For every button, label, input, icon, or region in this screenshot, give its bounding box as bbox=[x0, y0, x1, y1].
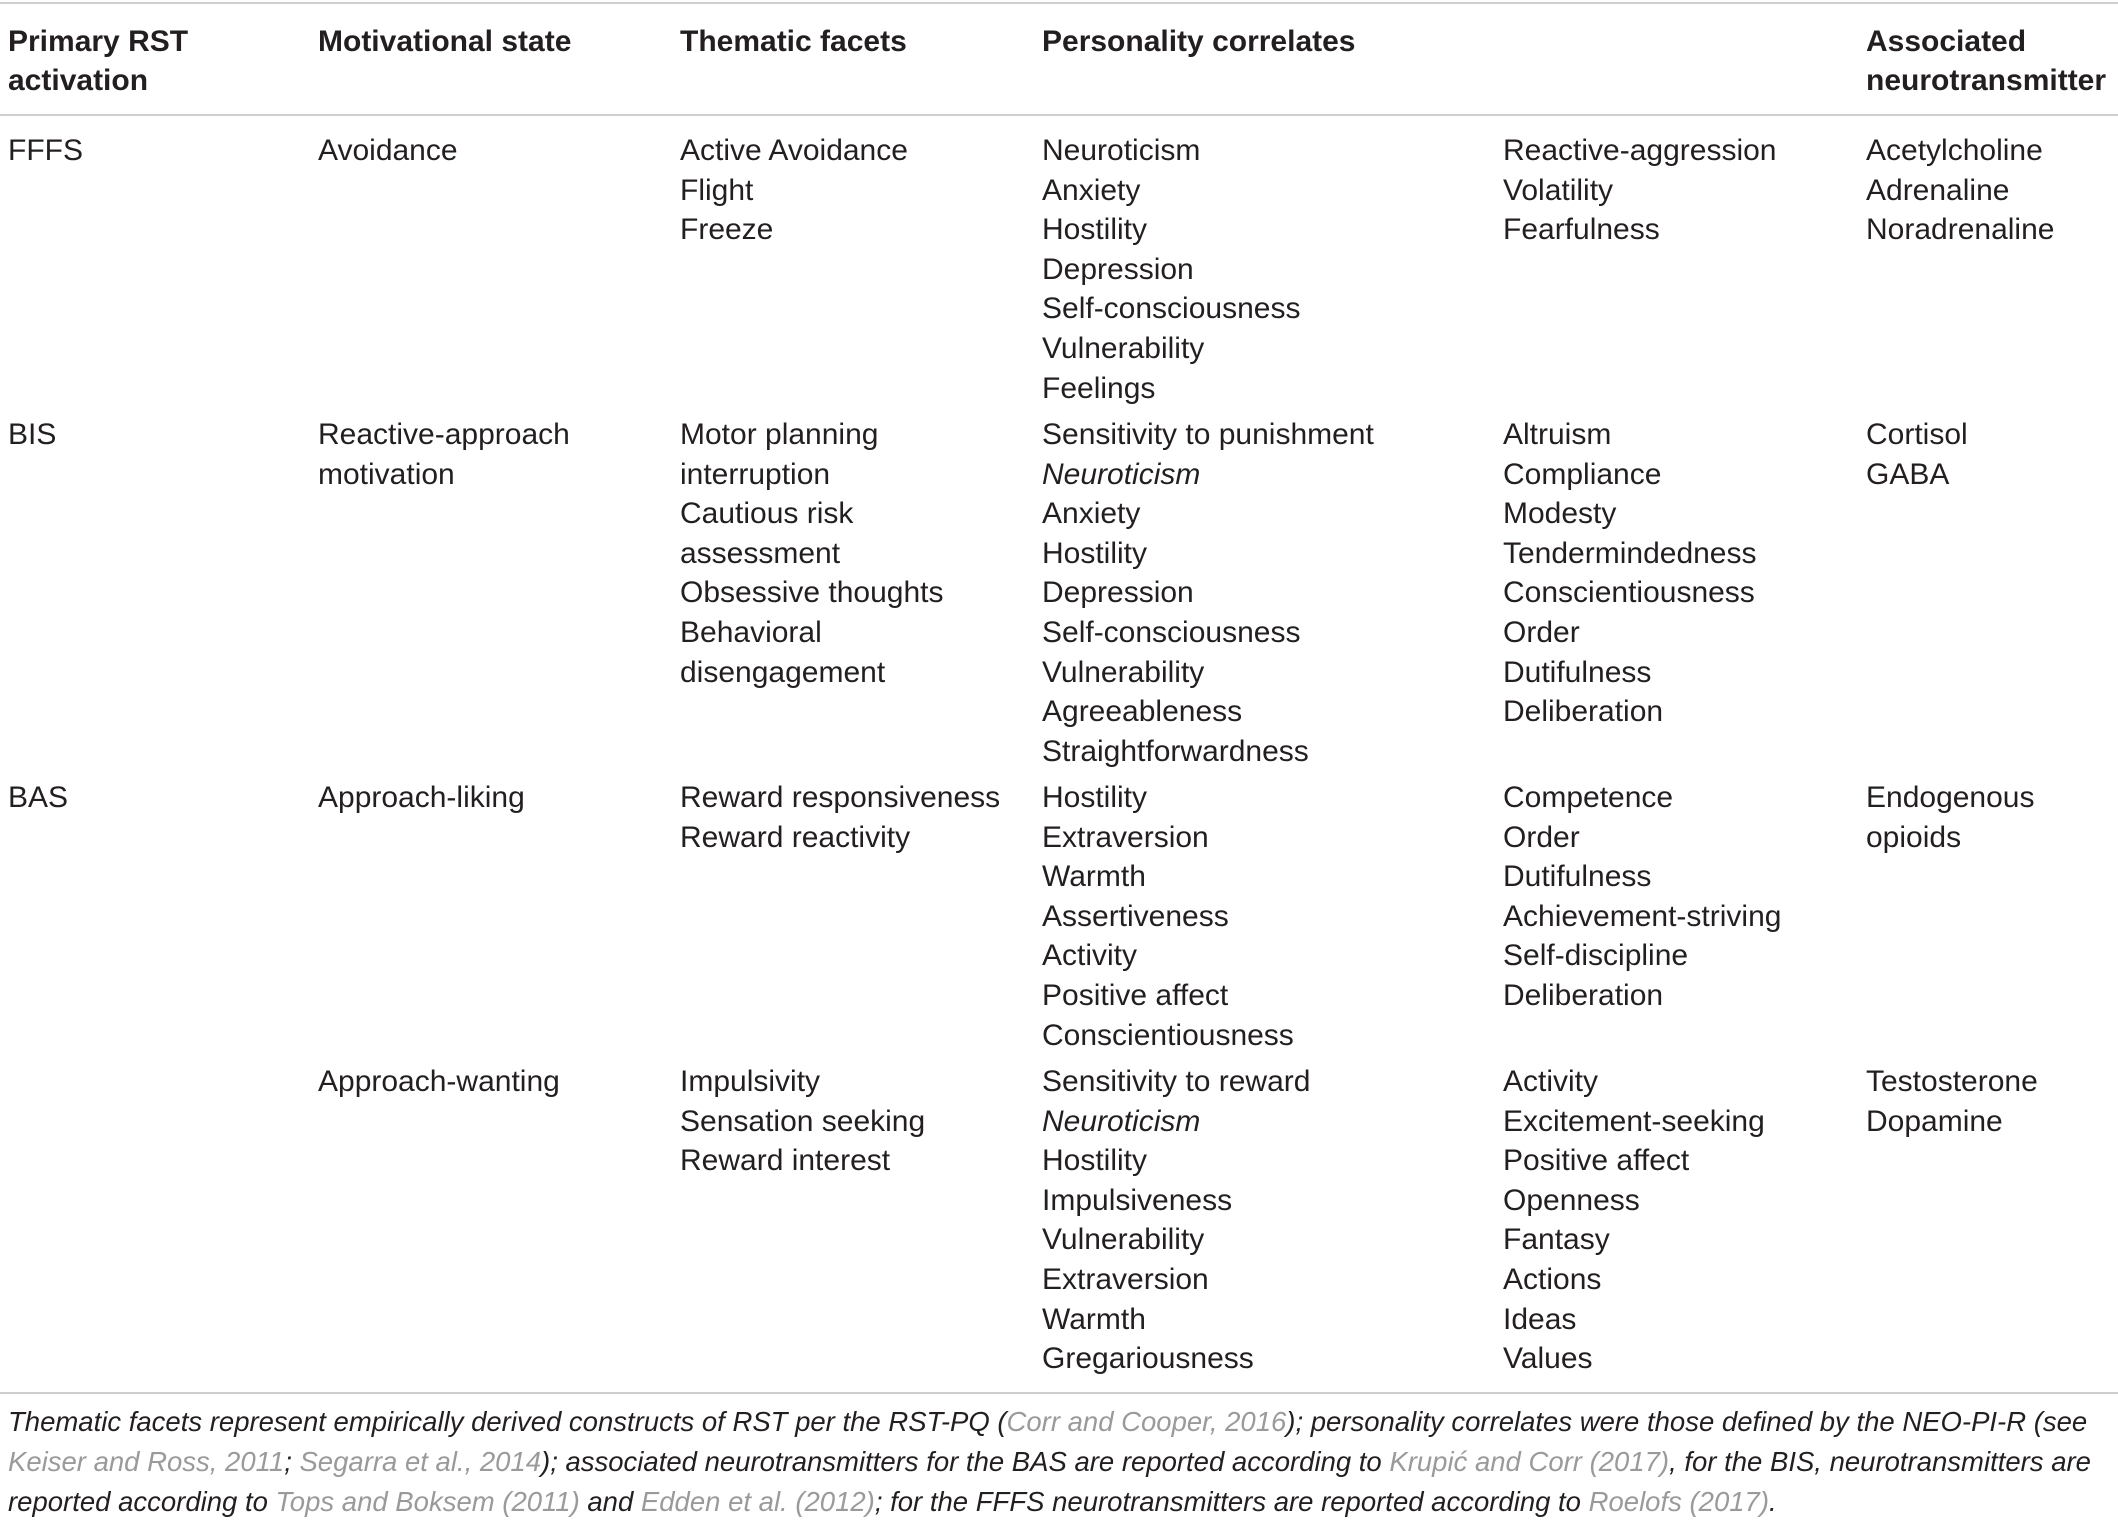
cell-line: GABA bbox=[1866, 457, 1950, 491]
cell-correlates-a bbox=[1042, 778, 1294, 1055]
cell-line: Order bbox=[1503, 615, 1580, 649]
cell-facets bbox=[680, 778, 1000, 857]
cell-correlates-a bbox=[1042, 415, 1374, 771]
cell-line: Dopamine bbox=[1866, 1104, 2003, 1138]
cell-line: Fantasy bbox=[1503, 1223, 1610, 1257]
cell-line: Tendermindedness bbox=[1503, 536, 1757, 570]
cell-line: Depression bbox=[1042, 252, 1194, 286]
cell-neuro bbox=[1866, 778, 2035, 857]
cell-line: BIS bbox=[8, 418, 57, 451]
cell-line: Order bbox=[1503, 820, 1580, 854]
cell-line: Approach-wanting bbox=[318, 1065, 560, 1098]
cell-line: interruption bbox=[680, 457, 831, 491]
cell-line: Actions bbox=[1503, 1262, 1602, 1296]
footnote-citation-link[interactable]: Roelofs (2017) bbox=[1588, 1486, 1769, 1517]
cell-line: Sensation seeking bbox=[680, 1104, 926, 1138]
cell-line: Warmth bbox=[1042, 860, 1146, 894]
cell-line: Flight bbox=[680, 173, 754, 207]
cell-correlates-b bbox=[1503, 778, 1781, 1016]
footnote-text: ; bbox=[284, 1446, 300, 1477]
cell-line: Agreeableness bbox=[1042, 695, 1243, 729]
cell-line: Deliberation bbox=[1503, 978, 1664, 1012]
cell-line: Feelings bbox=[1042, 371, 1156, 405]
cell-line: Fearfulness bbox=[1503, 213, 1660, 247]
cell-line: motivation bbox=[318, 457, 455, 491]
cell-line: Endogenous bbox=[1866, 781, 2035, 814]
cell-line: Values bbox=[1503, 1342, 1593, 1376]
cell-line: Gregariousness bbox=[1042, 1342, 1254, 1376]
cell-line: Vulnerability bbox=[1042, 1223, 1205, 1257]
header-line: activation bbox=[8, 64, 149, 97]
table-footnote bbox=[8, 1402, 2108, 1522]
cell-line: Compliance bbox=[1503, 457, 1662, 491]
footnote-citation-link[interactable]: Segarra et al., 2014 bbox=[299, 1446, 542, 1477]
header-primary-rst-activation bbox=[8, 22, 188, 100]
header-motivational-state: Motivational state bbox=[318, 25, 572, 58]
header-line: Primary RST bbox=[8, 25, 189, 58]
cell-line: Impulsiveness bbox=[1042, 1183, 1233, 1217]
cell-line: Conscientiousness bbox=[1503, 576, 1755, 610]
footnote-text: . bbox=[1769, 1486, 1777, 1517]
cell-line: Deliberation bbox=[1503, 695, 1664, 729]
cell-line: Self-consciousness bbox=[1042, 615, 1301, 649]
cell-neuro bbox=[1866, 131, 2054, 250]
cell-line: Neuroticism bbox=[1042, 1104, 1201, 1138]
cell-line: FFFS bbox=[8, 134, 83, 167]
header-thematic-facets: Thematic facets bbox=[680, 25, 907, 58]
cell-neuro bbox=[1866, 415, 1968, 494]
footnote-citation-link[interactable]: Krupić and Corr (2017) bbox=[1389, 1446, 1670, 1477]
cell-line: Vulnerability bbox=[1042, 331, 1205, 365]
cell-line: Anxiety bbox=[1042, 173, 1141, 207]
cell-line: Competence bbox=[1503, 781, 1674, 814]
cell-neuro bbox=[1866, 1062, 2038, 1141]
cell-line: Conscientiousness bbox=[1042, 1018, 1294, 1052]
cell-line: Adrenaline bbox=[1866, 173, 2010, 207]
footnote-text: Thematic facets represent empirically derived constructs of RST per the RST-PQ ( bbox=[8, 1406, 1007, 1437]
cell-line: Active Avoidance bbox=[680, 134, 908, 167]
cell-line: Reward responsiveness bbox=[680, 781, 1001, 814]
cell-activation bbox=[8, 415, 56, 455]
cell-line: Dutifulness bbox=[1503, 860, 1652, 894]
cell-state bbox=[318, 415, 570, 494]
cell-line: opioids bbox=[1866, 820, 1962, 854]
cell-line: Acetylcholine bbox=[1866, 134, 2043, 167]
cell-line: Modesty bbox=[1503, 497, 1617, 531]
footnote-citation-link[interactable]: Tops and Boksem (2011) bbox=[275, 1486, 580, 1517]
header-line: neurotransmitter bbox=[1866, 64, 2107, 97]
cell-line: Self-consciousness bbox=[1042, 292, 1301, 326]
cell-state bbox=[318, 131, 458, 171]
cell-line: Dutifulness bbox=[1503, 655, 1652, 689]
cell-line: Volatility bbox=[1503, 173, 1614, 207]
cell-line: Positive affect bbox=[1503, 1144, 1690, 1178]
cell-line: Motor planning bbox=[680, 418, 879, 451]
cell-line: Neuroticism bbox=[1042, 457, 1201, 491]
footnote-citation-link[interactable]: Keiser and Ross, 2011 bbox=[8, 1446, 285, 1477]
footnote-text: and bbox=[579, 1486, 641, 1517]
footnote-text: ); associated neurotransmitters for the BAS are reported according to bbox=[541, 1446, 1390, 1477]
cell-line: Positive affect bbox=[1042, 978, 1229, 1012]
cell-line: Activity bbox=[1042, 939, 1138, 973]
cell-line: Activity bbox=[1503, 1065, 1599, 1098]
cell-line: Noradrenaline bbox=[1866, 213, 2055, 247]
cell-line: Sensitivity to reward bbox=[1042, 1065, 1311, 1098]
cell-line: assessment bbox=[680, 536, 841, 570]
cell-line: Excitement-seeking bbox=[1503, 1104, 1765, 1138]
cell-line: Obsessive thoughts bbox=[680, 576, 944, 610]
cell-line: Hostility bbox=[1042, 781, 1148, 814]
cell-line: Anxiety bbox=[1042, 497, 1141, 531]
cell-line: BAS bbox=[8, 781, 69, 814]
cell-line: Hostility bbox=[1042, 536, 1148, 570]
cell-line: Ideas bbox=[1503, 1302, 1577, 1336]
cell-line: disengagement bbox=[680, 655, 886, 689]
header-associated-neurotransmitter bbox=[1866, 22, 2106, 100]
cell-correlates-a bbox=[1042, 131, 1300, 408]
cell-line: Avoidance bbox=[318, 134, 458, 167]
cell-correlates-a bbox=[1042, 1062, 1310, 1379]
cell-line: Reactive-approach bbox=[318, 418, 570, 451]
cell-line: Approach-liking bbox=[318, 781, 525, 814]
cell-line: Warmth bbox=[1042, 1302, 1146, 1336]
cell-line: Impulsivity bbox=[680, 1065, 821, 1098]
cell-line: Neuroticism bbox=[1042, 134, 1201, 167]
table-top-rule bbox=[0, 2, 2118, 4]
cell-line: Cortisol bbox=[1866, 418, 1968, 451]
cell-line: Vulnerability bbox=[1042, 655, 1205, 689]
header-bottom-rule bbox=[0, 114, 2118, 116]
cell-line: Extraversion bbox=[1042, 1262, 1209, 1296]
cell-correlates-b bbox=[1503, 131, 1776, 250]
cell-line: Altruism bbox=[1503, 418, 1612, 451]
cell-line: Openness bbox=[1503, 1183, 1640, 1217]
cell-state bbox=[318, 778, 525, 818]
cell-activation bbox=[8, 778, 68, 818]
footnote-citation-link[interactable]: Corr and Cooper, 2016 bbox=[1006, 1406, 1287, 1437]
cell-line: Hostility bbox=[1042, 1144, 1148, 1178]
cell-line: Cautious risk bbox=[680, 497, 854, 531]
cell-line: Depression bbox=[1042, 576, 1194, 610]
cell-line: Testosterone bbox=[1866, 1065, 2038, 1098]
cell-activation bbox=[8, 131, 83, 171]
cell-correlates-b bbox=[1503, 1062, 1765, 1379]
cell-line: Sensitivity to punishment bbox=[1042, 418, 1374, 451]
header-personality-correlates: Personality correlates bbox=[1042, 25, 1356, 58]
cell-line: Extraversion bbox=[1042, 820, 1209, 854]
footnote-citation-link[interactable]: Edden et al. (2012) bbox=[640, 1486, 875, 1517]
footnote-text: , for the BIS, neurotransmitters are reported according to bbox=[8, 1446, 2091, 1517]
cell-line: Freeze bbox=[680, 213, 774, 247]
cell-facets bbox=[680, 1062, 925, 1181]
cell-line: Behavioral bbox=[680, 615, 822, 649]
cell-line: Reward reactivity bbox=[680, 820, 911, 854]
cell-facets bbox=[680, 415, 943, 692]
cell-state bbox=[318, 1062, 560, 1102]
cell-line: Self-discipline bbox=[1503, 939, 1689, 973]
footnote-text: ; for the FFFS neurotransmitters are reported according to bbox=[874, 1486, 1589, 1517]
cell-line: Straightforwardness bbox=[1042, 734, 1309, 768]
cell-line: Reward interest bbox=[680, 1144, 891, 1178]
cell-line: Achievement-striving bbox=[1503, 899, 1782, 933]
table-bottom-rule bbox=[0, 1392, 2118, 1394]
footnote-text: ); personality correlates were those defined by the NEO-PI-R (see bbox=[1286, 1406, 2088, 1437]
header-line: Associated bbox=[1866, 25, 2027, 58]
cell-line: Hostility bbox=[1042, 213, 1148, 247]
cell-correlates-b bbox=[1503, 415, 1757, 732]
cell-facets bbox=[680, 131, 908, 250]
cell-line: Assertiveness bbox=[1042, 899, 1229, 933]
cell-line: Reactive-aggression bbox=[1503, 134, 1777, 167]
